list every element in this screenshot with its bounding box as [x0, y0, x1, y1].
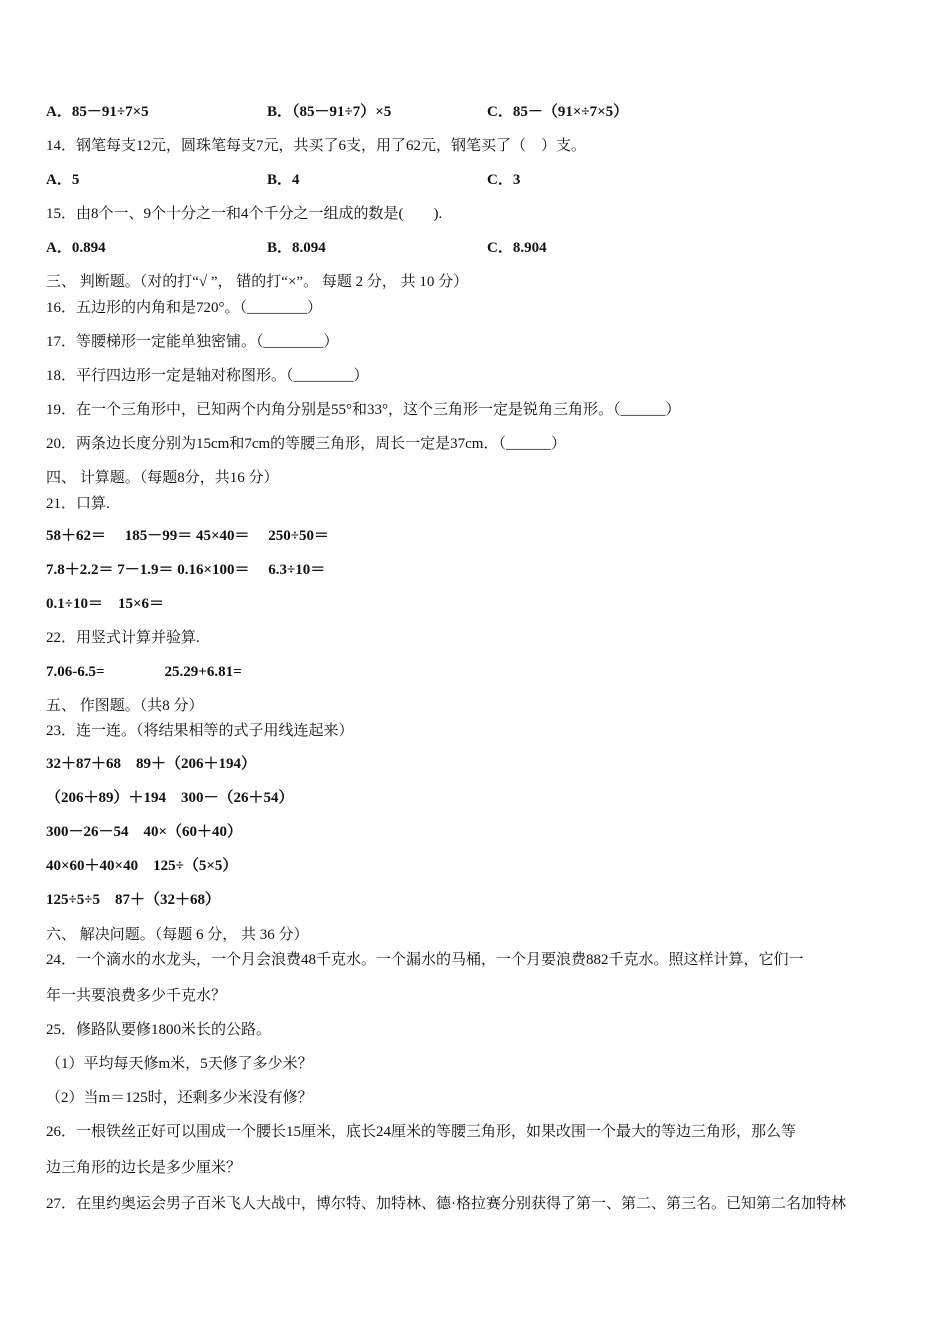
section-3-heading: 三、 判断题。（对的打“√ ”， 错的打“×”。 每题 2 分， 共 10 分）	[46, 274, 469, 290]
question-14: 14．钢笔每支12元，圆珠笔每支7元，共买了6支，用了62元，钢笔买了（ ）支。	[46, 138, 587, 154]
question-26-line-1: 26．一根铁丝正好可以围成一个腰长15厘米，底长24厘米的等腰三角形，如果改围一个最大的等边三角形，那么等	[46, 1124, 797, 1140]
section-5-heading: 五、 作图题。（共8 分）	[46, 698, 204, 714]
q21-row-2: 7.8＋2.2＝ 7－1.9＝ 0.16×100＝ 6.3÷10＝	[46, 562, 326, 578]
question-16: 16．五边形的内角和是720°。（________）	[46, 300, 322, 316]
question-23-title: 23．连一连。（将结果相等的式子用线连起来）	[46, 723, 354, 739]
q13-option-a: A．85－91÷7×5	[46, 104, 149, 120]
question-25-part-2: （2）当m＝125时，还剩多少米没有修？	[46, 1090, 313, 1106]
section-4-heading: 四、 计算题。（每题8分，共16 分）	[46, 470, 279, 486]
section-6-heading: 六、 解决问题。（每题 6 分， 共 36 分）	[46, 927, 309, 943]
question-21-title: 21．口算.	[46, 496, 110, 512]
question-15: 15．由8个一、9个十分之一和4个千分之一组成的数是( ).	[46, 206, 443, 222]
q14-option-b: B．4	[267, 172, 300, 188]
question-18: 18．平行四边形一定是轴对称图形。（________）	[46, 368, 369, 384]
question-24-line-2: 年一共要浪费多少千克水？	[46, 988, 227, 1004]
q23-row: 40×60＋40×40 125÷（5×5）	[46, 858, 238, 874]
question-19: 19．在一个三角形中，已知两个内角分别是55°和33°，这个三角形一定是锐角三角形。（______）	[46, 402, 681, 418]
question-24-line-1: 24．一个滴水的水龙头，一个月会浪费48千克水。一个漏水的马桶，一个月要浪费882千克水。照这样计算，它们一	[46, 952, 804, 968]
q15-option-a: A．0.894	[46, 240, 106, 256]
q23-row: （206＋89）＋194 300－（26＋54）	[46, 790, 294, 806]
q21-row-3: 0.1÷10＝ 15×6＝	[46, 596, 165, 612]
q21-row-1: 58＋62＝ 185－99＝ 45×40＝ 250÷50＝	[46, 528, 330, 544]
question-17: 17．等腰梯形一定能单独密铺。（________）	[46, 334, 339, 350]
question-27-line-1: 27．在里约奥运会男子百米飞人大战中，博尔特、加特林、德·格拉赛分别获得了第一、第二、第三名。已知第二名加特林	[46, 1196, 847, 1212]
q13-option-b: B．（85－91÷7）×5	[267, 104, 392, 120]
q15-option-b: B．8.094	[267, 240, 326, 256]
q13-option-c: C．85－（91×÷7×5）	[487, 104, 629, 120]
q23-row: 300－26－54 40×（60＋40）	[46, 824, 243, 840]
question-25: 25．修路队要修1800米长的公路。	[46, 1022, 272, 1038]
q14-option-c: C．3	[487, 172, 521, 188]
q22-row: 7.06-6.5= 25.29+6.81=	[46, 664, 242, 680]
question-26-line-2: 边三角形的边长是多少厘米？	[46, 1160, 242, 1176]
question-22-title: 22．用竖式计算并验算.	[46, 630, 200, 646]
q23-row: 32＋87＋68 89＋（206＋194）	[46, 756, 257, 772]
q14-option-a: A．5	[46, 172, 80, 188]
question-20: 20．两条边长度分别为15cm和7cm的等腰三角形，周长一定是37cm．（______）	[46, 436, 566, 452]
q15-option-c: C．8.904	[487, 240, 547, 256]
q23-row: 125÷5÷5 87＋（32＋68）	[46, 892, 220, 908]
question-25-part-1: （1）平均每天修m米，5天修了多少米？	[46, 1056, 313, 1072]
